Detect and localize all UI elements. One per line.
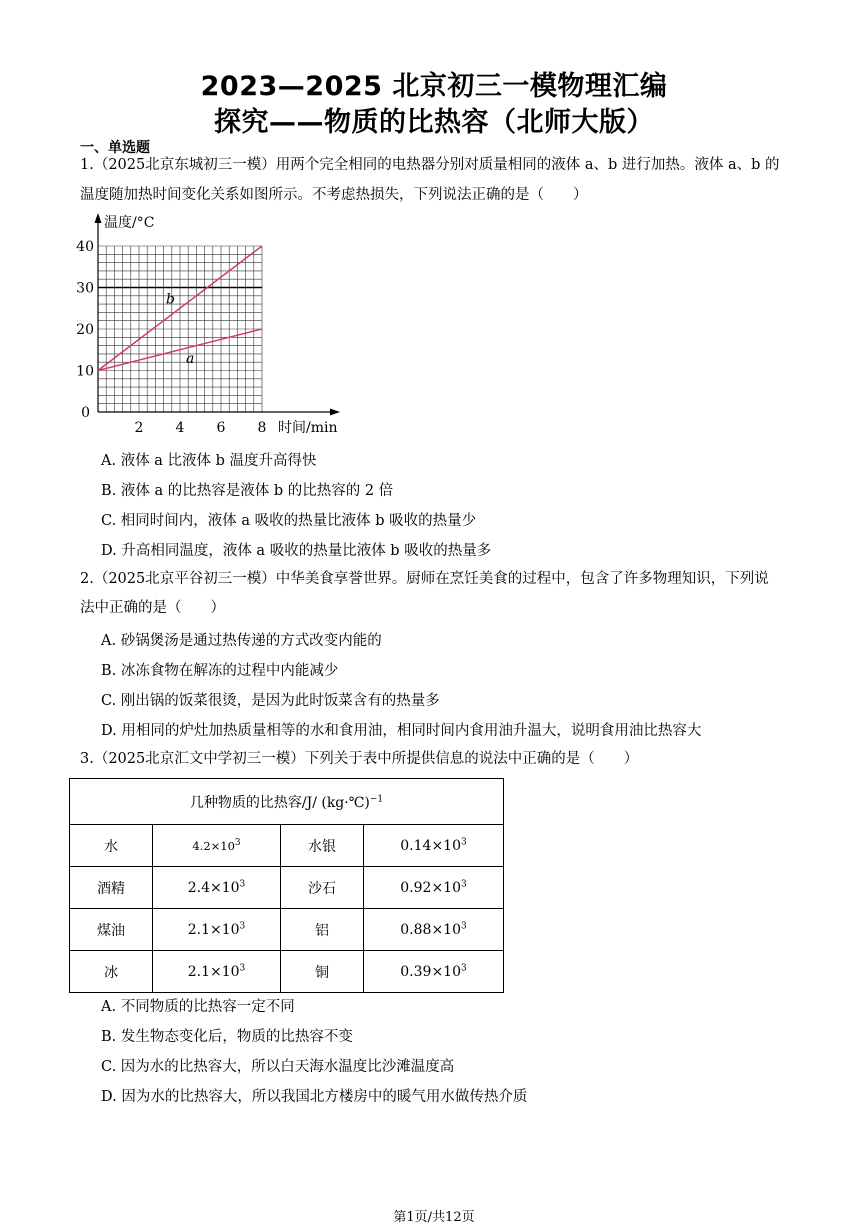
table-cell-value: $2.1\times 10^3$ xyxy=(153,909,281,951)
table-cell-value: $0.88\times 10^3$ xyxy=(364,909,504,951)
table-cell-value: $0.14\times 10^3$ xyxy=(364,825,504,867)
table-cell-substance: 铝 xyxy=(281,909,364,951)
q3-option-b: B. 发生物态变化后，物质的比热容不变 xyxy=(101,1029,353,1045)
q2-stem-line1: 2.（2025北京平谷初三一模）中华美食享誉世界。厨师在烹饪美食的过程中，包含了许多物理知识，下列说 xyxy=(80,571,769,587)
table-cell-value: $2.1\times 10^3$ xyxy=(153,951,281,993)
q2-stem-line2: 法中正确的是（ ） xyxy=(80,600,225,616)
specific-heat-table xyxy=(69,778,504,993)
q3-option-a: A. 不同物质的比热容一定不同 xyxy=(101,999,295,1015)
q1-temperature-chart xyxy=(60,205,360,440)
table-row xyxy=(70,951,504,993)
doc-title-line2: 探究——物质的比热容（北师大版） xyxy=(214,107,654,138)
y-axis-label: 温度/°C xyxy=(104,215,155,231)
table-cell-substance: 水 xyxy=(70,825,153,867)
x-tick-label: 8 xyxy=(257,420,267,436)
table-cell-value: $0.39\times 10^3$ xyxy=(364,951,504,993)
table-cell-value: $2.4\times 10^3$ xyxy=(153,867,281,909)
x-axis-label: 时间/min xyxy=(278,420,338,436)
y-axis-arrow xyxy=(95,213,102,223)
page-footer: 第1页/共12页 xyxy=(393,1210,475,1225)
x-tick-label: 2 xyxy=(134,420,144,436)
q2-option-d: D. 用相同的炉灶加热质量相等的水和食用油，相同时间内食用油升温大，说明食用油比热容大 xyxy=(101,723,702,739)
q1-stem-line2: 温度随加热时间变化关系如图所示。不考虑热损失，下列说法正确的是（ ） xyxy=(80,187,588,203)
y-tick-label: 20 xyxy=(76,322,94,338)
q3-option-c: C. 因为水的比热容大，所以白天海水温度比沙滩温度高 xyxy=(101,1059,455,1075)
series-label-b: b xyxy=(166,291,175,308)
q2-option-b: B. 冰冻食物在解冻的过程中内能减少 xyxy=(101,663,339,679)
q1-option-c: C. 相同时间内，液体 a 吸收的热量比液体 b 吸收的热量少 xyxy=(101,513,477,529)
series-label-a: a xyxy=(186,350,195,367)
table-cell-substance: 冰 xyxy=(70,951,153,993)
y-tick-label: 30 xyxy=(76,280,94,297)
table-cell-substance: 沙石 xyxy=(281,867,364,909)
y-tick-label: 10 xyxy=(76,363,94,380)
table-cell-substance: 铜 xyxy=(281,951,364,993)
x-tick-label: 6 xyxy=(216,420,226,436)
q3-stem-line1: 3.（2025北京汇文中学初三一模）下列关于表中所提供信息的说法中正确的是（ ） xyxy=(80,751,639,767)
table-row xyxy=(70,909,504,951)
origin-label: 0 xyxy=(81,405,90,421)
table-cell-substance: 酒精 xyxy=(70,867,153,909)
x-tick-label: 4 xyxy=(175,420,185,436)
table-title: 几种物质的比热容/J/ (kg·℃)$^{-1}$ xyxy=(70,779,504,825)
table-cell-substance: 煤油 xyxy=(70,909,153,951)
q2-option-c: C. 刚出锅的饭菜很烫，是因为此时饭菜含有的热量多 xyxy=(101,693,440,709)
q1-option-d: D. 升高相同温度，液体 a 吸收的热量比液体 b 吸收的热量多 xyxy=(101,543,492,559)
x-axis-arrow xyxy=(330,409,340,416)
table-row xyxy=(70,867,504,909)
table-header-row xyxy=(70,779,504,825)
table-cell-value: $4.2\times 10^3$ xyxy=(153,825,281,867)
doc-title-line1: 2023—2025 北京初三一模物理汇编 xyxy=(200,71,668,102)
y-tick-label: 40 xyxy=(76,239,94,255)
q3-option-d: D. 因为水的比热容大，所以我国北方楼房中的暖气用水做传热介质 xyxy=(101,1089,528,1105)
section-heading: 一、单选题 xyxy=(80,140,150,156)
q1-option-b: B. 液体 a 的比热容是液体 b 的比热容的 2 倍 xyxy=(101,483,394,499)
table-row xyxy=(70,825,504,867)
q1-option-a: A. 液体 a 比液体 b 温度升高得快 xyxy=(101,453,317,469)
q2-option-a: A. 砂锅煲汤是通过热传递的方式改变内能的 xyxy=(101,633,382,649)
table-cell-substance: 水银 xyxy=(281,825,364,867)
table-cell-value: $0.92\times 10^3$ xyxy=(364,867,504,909)
q1-stem-line1: 1.（2025北京东城初三一模）用两个完全相同的电热器分别对质量相同的液体 a、b 进行加热。液体 a、b 的 xyxy=(80,157,780,173)
